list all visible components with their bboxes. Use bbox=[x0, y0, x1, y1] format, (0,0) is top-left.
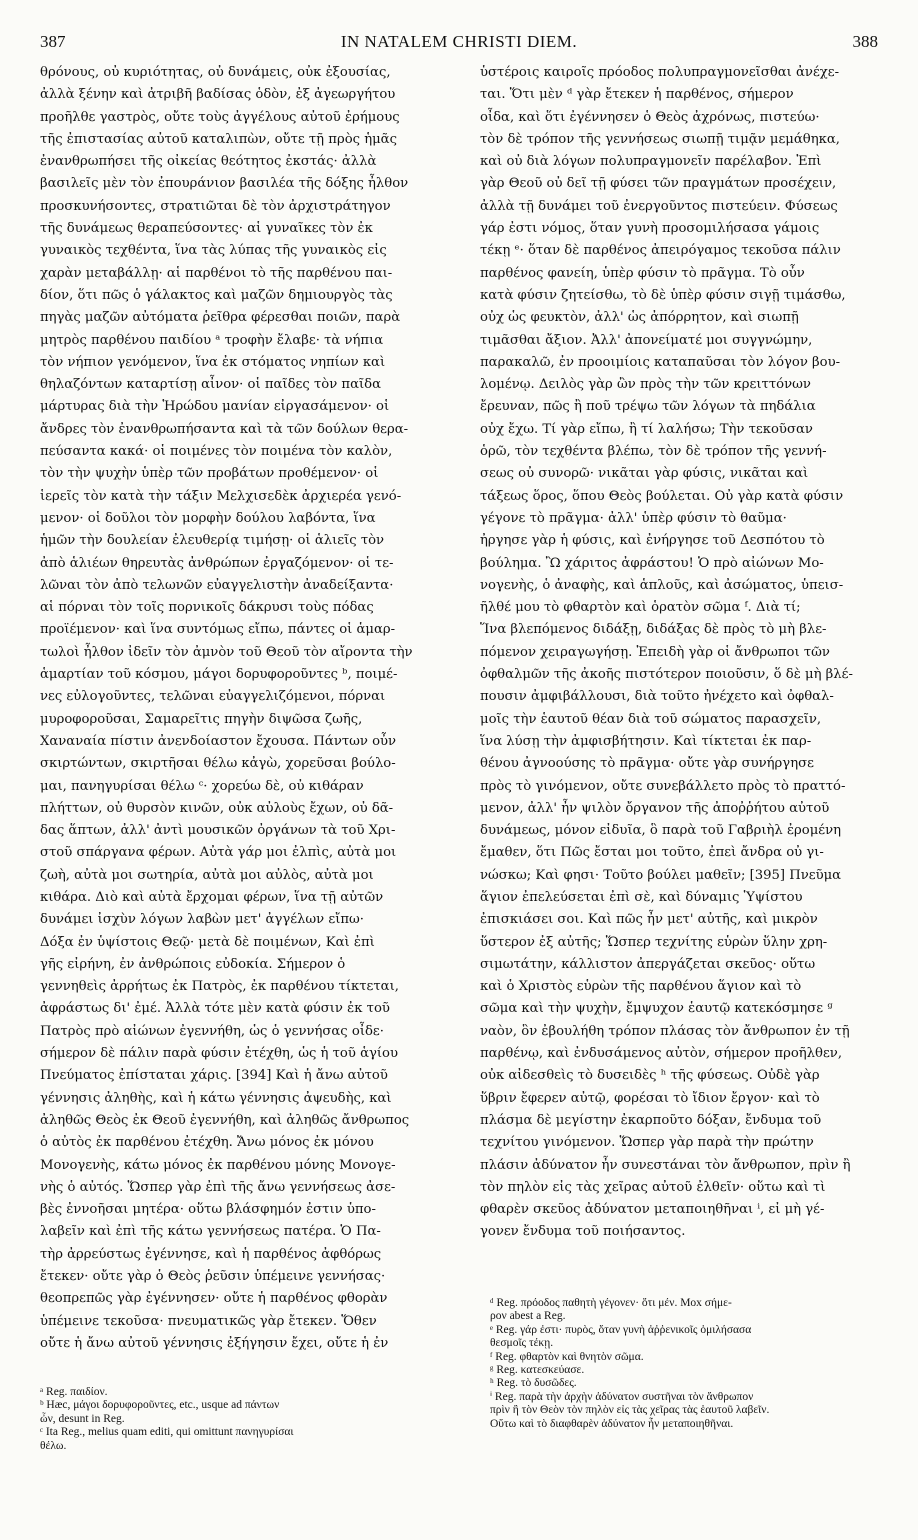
footnote-line: ⁱ Reg. παρὰ τὴν ἀρχὴν ἀδύνατον συστῆναι τὸν ἄνθρωπον bbox=[490, 1390, 754, 1403]
text-line: γονεν ἔνδυμα τοῦ ποιήσαντος. bbox=[480, 1224, 686, 1240]
page-number-left: 387 bbox=[40, 32, 66, 51]
text-line: ἡμῶν τὴν δουλείαν ἐλευθερίᾳ τιμήσῃ· οἱ ἁλιεῖς τὸν bbox=[40, 533, 385, 549]
text-line: τεχνίτου γινόμενον. Ὥσπερ γὰρ παρὰ τὴν πρώτην bbox=[480, 1135, 814, 1151]
text-line: βούλημα. Ὢ χάριτος ἀφράστου! Ὁ πρὸ αἰώνων Μο- bbox=[480, 555, 824, 571]
text-line: γὰρ Θεοῦ οὐ δεῖ τῇ φύσει τῶν πραγμάτων προσέχειν, bbox=[480, 176, 837, 192]
right-footnotes bbox=[490, 1297, 890, 1431]
text-line: ζωὴ, αὐτὰ μοι σωτηρία, αὐτὰ μοι αὐλὸς, αὐτὰ μοι bbox=[40, 867, 374, 883]
text-line: παρθένῳ, καὶ ἐνδυσάμενος αὐτὸν, σήμερον προῆλθεν, bbox=[480, 1046, 843, 1062]
text-line: δυνάμεως, μόνον εἰδυῖα, ὃ παρὰ τοῦ Γαβριὴλ ἐρομένη bbox=[480, 823, 842, 839]
text-line: Ἵνα βλεπόμενος διδάξῃ, διδάξας δὲ πρὸς τὸ μὴ βλε- bbox=[480, 622, 827, 638]
text-line: ὁ αὐτὸς ἐκ παρθένου ἐτέχθη. Ἄνω μόνος ἐκ μόνου bbox=[40, 1135, 374, 1151]
text-line: σκιρτώντων, σκιρτῆσαι θέλω κἀγὼ, χορεῦσαι βούλο- bbox=[40, 756, 396, 772]
text-line: θένου ἀγνοούσης τὸ πρᾶγμα· οὔτε γὰρ συνήργησε bbox=[480, 756, 814, 772]
text-line: γυναικὸς τεχθέντα, ἵνα τὰς λύπας τῆς γυναικὸς εἰς bbox=[40, 243, 387, 259]
footnote-line: ὦν, desunt in Reg. bbox=[40, 1412, 125, 1425]
text-line: Πατρὸς πρὸ αἰώνων ἐγεννήθη, ὡς ὁ γεννήσας οἶδε· bbox=[40, 1023, 384, 1039]
text-line: ἐπισκιάσει σοι. Καὶ πῶς ἦν μετ' αὐτῆς, καὶ μικρὸν bbox=[480, 912, 818, 928]
text-line: ὑστέροις καιροῖς πρόοδος πολυπραγμονεῖσθαι ἀνέχε- bbox=[480, 65, 840, 80]
footnote-line: ʰ Reg. τὸ δυσῶδες. bbox=[490, 1377, 577, 1390]
text-line: κατὰ φύσιν ζητείσθω, τὸ δὲ ὑπὲρ φύσιν σιγῇ τιμάσθω, bbox=[480, 287, 846, 303]
text-line: νώσκω; Καὶ φησι· Τοῦτο βούλει μαθεῖν; [395] Πνεῦμα bbox=[480, 867, 842, 883]
text-line: ἔτεκεν· οὔτε γὰρ ὁ Θεὸς ῥεῦσιν ὑπέμεινε γεννήσας· bbox=[40, 1269, 386, 1285]
text-line: λῶναι τὸν ἀπὸ τελωνῶν εὐαγγελιστὴν ἀναδείξαντα· bbox=[40, 577, 394, 593]
text-line: ἔμαθεν, ὅτι Πῶς ἔσται μοι τοῦτο, ἐπεὶ ἄνδρα οὐ γι- bbox=[480, 845, 824, 861]
text-line: μοῖς τὴν ἑαυτοῦ θέαν διὰ τοῦ σώματος παρασχεῖν, bbox=[480, 711, 822, 727]
text-line: πλάσιν ἀδύνατον ἦν συνεστάναι τὸν ἄνθρωπον, πρὶν ἢ bbox=[480, 1157, 851, 1173]
text-line: γέγονε τὸ πρᾶγμα· ἀλλ' ὑπὲρ φύσιν τὸ θαῦμα· bbox=[480, 510, 787, 526]
text-line: τάξεως ὅρος, ὅπου Θεὸς βούλεται. Οὐ γὰρ κατὰ φύσιν bbox=[480, 488, 844, 504]
text-line: Πνεύματος ἐπίσταται χάρις. [394] Καὶ ἡ ἄνω αὐτοῦ bbox=[40, 1068, 388, 1084]
text-line: ῆλθέ μου τὸ φθαρτὸν καὶ ὁρατὸν σῶμα ᶠ. Διὰ τί; bbox=[480, 600, 801, 616]
text-line: πλάσμα δὲ μεγίστην ἐκαρποῦτο δόξαν, ἔνδυμα τοῦ bbox=[480, 1112, 822, 1128]
text-line: λομένῳ. Δειλὸς γὰρ ὢν πρὸς τὴν τῶν κρειττόνων bbox=[480, 377, 811, 393]
text-line: καὶ οὐ διὰ λόγων πολυπραγμονεῖν παρέλαβον. Ἐπὶ bbox=[480, 154, 822, 170]
text-line: γεννηθεὶς ἀρρήτως ἐκ Πατρὸς, ἐκ παρθένου τίκτεται, bbox=[40, 979, 399, 995]
text-line: τέκῃ ᵉ· ὅταν δὲ παρθένος ἀπειρόγαμος τεκοῦσα πάλιν bbox=[480, 243, 841, 259]
text-line: ὀφθαλμῶν τῆς ἀκοῆς πιστότερον ποιοῦσιν, ὅ δὲ μὴ βλέ- bbox=[480, 667, 853, 683]
text-line: καὶ ὁ Χριστὸς εὑρὼν τῆς παρθένου ἅγιον καὶ τὸ bbox=[480, 979, 802, 995]
text-line: μητρὸς παρθένου παιδίου ᵃ τροφὴν ἔλαβε· τὰ νήπια bbox=[40, 332, 384, 348]
text-line: μαι, πανηγυρίσαι θέλω ᶜ· χορεύω δὲ, οὐ κιθάραν bbox=[40, 778, 364, 794]
text-line: βὲς ἐννοῆσαι μητέρα· οὕτω βλάσφημόν ἐστιν ὑπο- bbox=[40, 1202, 376, 1218]
text-line: τὸν νήπιον γενόμενον, ἵνα ἐκ στόματος νηπίων καὶ bbox=[40, 354, 386, 370]
text-line: ὕβριν ἔφερεν αὐτῷ, φορέσαι τὸ ἴδιον ἔργον· καὶ τὸ bbox=[480, 1090, 820, 1106]
running-title: IN NATALEM CHRISTI DIEM. bbox=[340, 32, 578, 51]
text-line: ἀλλὰ ξένην καὶ ἀτριβῆ βαδίσας ὁδὸν, ἐξ ἀγεωργήτου bbox=[40, 87, 396, 103]
footnote-line: ᵇ Hæc, μάγοι δορυφοροῦντες, etc., usque ad πάντων bbox=[40, 1399, 280, 1412]
text-line: παρακαλῶ, ἐν προοιμίοις καταπαῦσαι τὸν λόγον βου- bbox=[480, 354, 841, 370]
text-line: ἐνανθρωπήσει τῆς οἰκείας θεότητος ἐκστάς· ἀλλὰ bbox=[40, 154, 377, 170]
text-line: οὐκ αἰδεσθεὶς τὸ δυσειδὲς ʰ τῆς φύσεως. Οὐδὲ γὰρ bbox=[480, 1068, 820, 1084]
text-line: ἠργησε γὰρ ἡ φύσις, καὶ ἐνήργησε τοῦ Δεσπότου τὸ bbox=[480, 533, 825, 549]
text-line: Μονογενὴς, κάτω μόνος ἐκ παρθένου μόνης Μονογε- bbox=[40, 1157, 396, 1173]
text-line: οἶδα, καὶ ὅτι ἐγέννησεν ὁ Θεὸς ἀχρόνως, πιστεύω· bbox=[480, 109, 820, 125]
right-text-column bbox=[480, 62, 890, 1244]
text-line: δυνάμει ἰσχὺν λόγων λαβὼν μετ' ἀγγέλων εἴπω· bbox=[40, 912, 364, 928]
text-line: φθαρὲν σκεῦος ἀδύνατον μεταποιηθῆναι ⁱ, εἰ μὴ γέ- bbox=[480, 1202, 825, 1218]
text-line: νογενὴς, ὁ ἀναφὴς, καὶ ἁπλοῦς, καὶ ἀσώματος, ὑπεισ- bbox=[480, 577, 844, 593]
text-line: δίον, ὅτι πῶς ὁ γάλακτος καὶ μαζῶν δημιουργὸς τὰς bbox=[40, 287, 393, 303]
text-line: ἀληθῶς Θεὸς ἐκ Θεοῦ ἐγεννήθη, καὶ ἀληθῶς ἄνθρωπος bbox=[40, 1112, 410, 1128]
text-line: γῆς εἰρήνη, ἐν ἀνθρώποις εὐδοκία. Σήμερον ὁ bbox=[40, 956, 346, 972]
text-line: μυροφοροῦσαι, Σαμαρεῖτις πηγὴν διψῶσα ζωῆς, bbox=[40, 711, 363, 727]
text-line: κιθάρα. Διὸ καὶ αὐτὰ ἔρχομαι φέρων, ἵνα τῇ αὐτῶν bbox=[40, 889, 384, 905]
text-line: βασιλεῖς μὲν τὸν ἐπουράνιον βασιλέα τῆς δόξης ἦλθον bbox=[40, 176, 409, 192]
text-line: ἀφράστως δι' ἐμέ. Ἀλλὰ τότε μὲν κατὰ φύσιν ἐκ τοῦ bbox=[40, 1001, 390, 1017]
text-line: τὸν πηλὸν εἰς τὰς χεῖρας αὐτοῦ ἐλθεῖν· οὕτω καὶ τὶ bbox=[480, 1179, 826, 1195]
text-line: ὁρῶ, τὸν τεχθέντα βλέπω, τὸν δὲ τρόπον τῆς γεννή- bbox=[480, 444, 827, 460]
text-line: παρθένος φανείη, ὑπὲρ φύσιν τὸ πρᾶγμα. Τὸ οὖν bbox=[480, 265, 805, 281]
text-line: πρὸς τὸ γινόμενον, οὔτε συνεβάλλετο πρὸς τὸ πραττό- bbox=[480, 778, 846, 794]
text-line: Δόξα ἐν ὑψίστοις Θεῷ· μετὰ δὲ ποιμένων, Καὶ ἐπὶ bbox=[40, 934, 375, 950]
text-line: ἔρευναν, πῶς ἢ ποῦ τρέψω τῶν λόγων τὰ πηδάλια bbox=[480, 399, 816, 415]
footnote-line: Οὕτω καὶ τὸ διαφθαρὲν ἀδύνατον ἦν μεταποιηθῆναι. bbox=[490, 1417, 734, 1430]
footnote-line: ρον abest a Reg. bbox=[490, 1310, 566, 1323]
text-line: ὕστερον ἐξ αὐτῆς; Ὥσπερ τεχνίτης εὑρὼν ὕλην χρη- bbox=[480, 934, 828, 950]
page-number-right: 388 bbox=[852, 32, 878, 51]
text-line: πηγὰς μαζῶν αὐτόματα ῥεῖθρα φέρεσθαι ποιῶν, παρὰ bbox=[40, 310, 401, 326]
text-line: προσκυνήσοντες, στρατιῶται δὲ τὸν ἀρχιστράτηγον bbox=[40, 198, 391, 214]
text-line: νες εὐλογοῦντες, τελῶναι εὐαγγελιζόμενοι, πόρναι bbox=[40, 689, 386, 705]
text-line: χαρὰν μεταβάλλῃ· αἱ παρθένοι τὸ τῆς παρθένου παι- bbox=[40, 265, 393, 281]
text-line: ται. Ὅτι μὲν ᵈ γὰρ ἔτεκεν ἡ παρθένος, σήμερον bbox=[480, 87, 794, 103]
text-line: οὐχ ὡς φευκτὸν, ἀλλ' ὡς ἀπόρρητον, καὶ σιωπῇ bbox=[480, 310, 799, 326]
text-line: σήμερον δὲ πάλιν παρὰ φύσιν ἐτέχθη, ὡς ἡ τοῦ ἁγίου bbox=[40, 1046, 398, 1062]
text-line: θρόνους, οὐ κυριότητας, οὐ δυνάμεις, οὐκ ἐξουσίας, bbox=[40, 65, 391, 80]
footnote-line: ᶜ Ita Reg., melius quam editi, qui omittunt πανηγυρίσαι bbox=[40, 1426, 294, 1439]
text-line: πουσιν ἀμφιβάλλουσι, διὰ τοῦτο ἠνέχετο καὶ ὀφθαλ- bbox=[480, 689, 834, 705]
text-line: Χαναναία πίστιν ἀνενδοίαστον ἔχουσα. Πάντων οὖν bbox=[40, 733, 397, 749]
text-line: ἅγιον ἐπελεύσεται ἐπὶ σὲ, καὶ δύναμις Ὑψίστου bbox=[480, 889, 803, 905]
footnote-line: ᵈ Reg. πρόοδος παθητὴ γέγονεν· ὅτι μέν. Mox σήμε- bbox=[490, 1297, 732, 1309]
text-line: ἀπὸ ἁλιέων θηρευτὰς ἀνθρώπων ἐργαζόμενον· οἱ τε- bbox=[40, 555, 394, 571]
text-line: γάρ ἐστι νόμος, ὅταν γυνὴ προσομιλήσασα γάμοις bbox=[480, 221, 820, 237]
text-line: τὸν τὴν ψυχὴν ὑπὲρ τῶν προβάτων προθέμενον· οἱ bbox=[40, 466, 379, 482]
footnote-line: ᵉ Reg. γάρ ἐστι· πυρὸς, ὅταν γυνὴ ἀῤῥενικοῖς ὁμιλήσασα bbox=[490, 1323, 752, 1336]
text-line: τῆς ἐπιστασίας αὐτοῦ καταλιπὼν, οὔτε τῇ πρὸς ἡμᾶς bbox=[40, 131, 397, 147]
text-line: σιμωτάτην, κάλλιστον ἀπεργάζεται σκεῦος· οὕτω bbox=[480, 956, 816, 972]
text-line: οὔτε ἡ ἄνω αὐτοῦ γέννησις ἐξήγησιν ἔχει, οὔτε ἡ ἐν bbox=[40, 1335, 389, 1351]
text-line: ἄνδρες τὸν ἐνανθρωπήσαντα καὶ τὰ τῶν δούλων θερα- bbox=[40, 421, 409, 437]
text-line: ναὸν, ὃν ἐβουλήθη τρόπον πλάσας τὸν ἄνθρωπον ἐν τῇ bbox=[480, 1023, 850, 1039]
text-line: τωλοὶ ἦλθον ἰδεῖν τὸν ἀμνὸν τοῦ Θεοῦ τὸν αἴροντα τὴν bbox=[40, 644, 413, 660]
text-line: δας ἅπτων, ἀλλ' ἀντὶ μουσικῶν ὀργάνων τὰ τοῦ Χρι- bbox=[40, 823, 396, 839]
text-line: νὴς ὁ αὐτός. Ὥσπερ γὰρ ἐπὶ τῆς ἄνω γεννήσεως ἀσε- bbox=[40, 1179, 396, 1195]
text-line: ἵνα λύσῃ τὴν ἀμφισβήτησιν. Καὶ τίκτεται ἐκ παρ- bbox=[480, 733, 812, 749]
footnote-line: ᶠ Reg. φθαρτὸν καὶ θνητὸν σῶμα. bbox=[490, 1350, 644, 1363]
text-line: πλήττων, οὐ θυρσὸν κινῶν, οὐκ αὐλοὺς ἔχων, οὐ δᾶ- bbox=[40, 800, 394, 816]
text-line: ἁμαρτίαν τοῦ κόσμου, μάγοι δορυφοροῦντες ᵇ, ποιμέ- bbox=[40, 667, 398, 683]
text-line: αἱ πόρναι τὸν τοῖς πορνικοῖς δάκρυσι τοὺς πόδας bbox=[40, 600, 374, 616]
text-line: προϊέμενον· καὶ ἵνα συντόμως εἴπω, πάντες οἱ ἁμαρ- bbox=[40, 622, 396, 638]
text-line: ὑπέμεινε τεκοῦσα· πνευματικῶς γὰρ ἔτεκεν. Ὅθεν bbox=[40, 1313, 377, 1329]
text-line: πόμενον χειραγωγήσῃ. Ἐπειδὴ γὰρ οἱ ἄνθρωποι τῶν bbox=[480, 644, 830, 660]
text-line: μενον, ἀλλ' ἦν ψιλὸν ὄργανον τῆς ἀποῤῥήτου αὐτοῦ bbox=[480, 800, 830, 816]
text-line: σεως οὐ συνορῶ· νικᾶται γὰρ φύσις, νικᾶται καὶ bbox=[480, 466, 809, 482]
text-line: μάρτυρας διὰ τὴν Ἡρώδου μανίαν εἰργασάμενον· οἱ bbox=[40, 399, 390, 415]
text-line: προῆλθε γαστρὸς, οὔτε τοὺς ἀγγέλους αὐτοῦ ἐρήμους bbox=[40, 109, 400, 125]
text-line: θεοπρεπῶς γὰρ ἐγέννησεν· οὔτε ἡ παρθένος φθορὰν bbox=[40, 1291, 388, 1307]
text-line: σῶμα καὶ τὴν ψυχὴν, ἔμψυχον ἑαυτῷ κατεκόσμησε ᵍ bbox=[480, 1001, 833, 1017]
text-line: οὐχ ἔχω. Τί γὰρ εἴπω, ἢ τί λαλήσω; Τὴν τεκοῦσαν bbox=[480, 421, 813, 437]
text-line: λαβεῖν καὶ ἐπὶ τῆς κάτω γεννήσεως πατέρα. Ὁ Πα- bbox=[40, 1224, 381, 1240]
text-line: θηλαζόντων καταρτίσῃ αἶνον· οἱ παῖδες τὸν παῖδα bbox=[40, 377, 381, 393]
footnote-line: ᵍ Reg. κατεσκεύασε. bbox=[490, 1363, 585, 1376]
text-line: ἀλλὰ τῇ δυνάμει τοῦ ἐνεργοῦντος πιστεύειν. Φύσεως bbox=[480, 198, 838, 214]
footnote-line: πρὶν ἢ τὸν Θεὸν τὸν πηλὸν εἰς τὰς χεῖρας τὰς ἑαυτοῦ λαβεῖν. bbox=[490, 1404, 770, 1417]
footnote-line: ᵃ Reg. παιδίον. bbox=[40, 1386, 108, 1398]
running-header bbox=[40, 32, 878, 56]
text-line: τὴρ ἀρρεύστως ἐγέννησε, καὶ ἡ παρθένος ἀφθόρως bbox=[40, 1246, 382, 1262]
text-line: τῆς δυνάμεως θεραπεύσοντες· αἱ γυναῖκες τὸν ἐκ bbox=[40, 221, 373, 237]
footnote-line: θέλω. bbox=[40, 1439, 67, 1452]
left-text-column bbox=[40, 62, 455, 1355]
text-line: τιμᾶσθαι ἄξιον. Ἀλλ' ἀπονείματέ μοι συγγνώμην, bbox=[480, 332, 813, 348]
text-line: πεύσαντα κακά· οἱ ποιμένες τὸν ποιμένα τὸν καλὸν, bbox=[40, 444, 393, 460]
text-line: μενον· οἱ δοῦλοι τὸν μορφὴν δούλου λαβόντα, ἵνα bbox=[40, 510, 376, 526]
text-line: ἱερεῖς τὸν κατὰ τὴν τάξιν Μελχισεδὲκ ἀρχιερέα γενό- bbox=[40, 488, 402, 504]
text-line: γέννησις ἀληθὴς, καὶ ἡ κάτω γέννησις ἀψευδὴς, καὶ bbox=[40, 1090, 392, 1106]
text-line: στοῦ σπάργανα φέρων. Αὐτὰ γάρ μοι ἐλπὶς, αὐτὰ μοι bbox=[40, 845, 397, 861]
text-line: τὸν δὲ τρόπον τῆς γεννήσεως σιωπῇ τιμᾷν μεμάθηκα, bbox=[480, 131, 840, 147]
left-footnotes bbox=[40, 1386, 460, 1453]
footnote-line: θεσμοῖς τέκῃ. bbox=[490, 1337, 554, 1350]
